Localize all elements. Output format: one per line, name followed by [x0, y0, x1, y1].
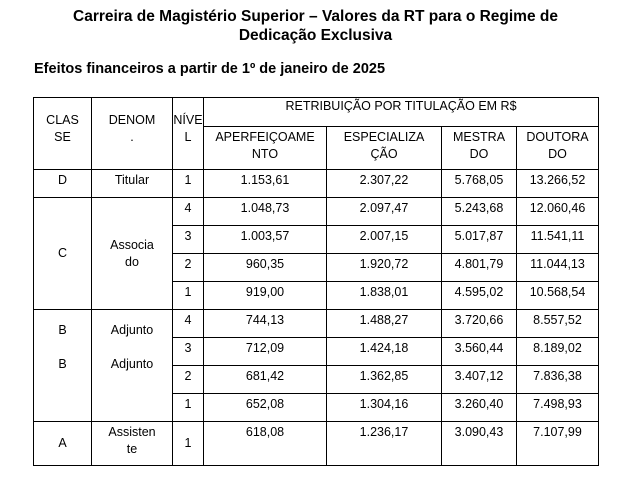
mestrado-cell: 4.595,02 — [442, 282, 517, 310]
mestrado-cell: 5.243,68 — [442, 198, 517, 226]
doutorado-cell: 12.060,46 — [517, 198, 599, 226]
classe-b-line-2: B — [58, 357, 67, 371]
header-nivel — [173, 98, 204, 170]
aperf-cell: 712,09 — [204, 338, 327, 366]
title-line-1: Carreira de Magistério Superior – Valores da RT para o Regime de — [73, 8, 558, 25]
mestrado-cell: 5.017,87 — [442, 226, 517, 254]
doutorado-cell: 11.541,11 — [517, 226, 599, 254]
header-aperf-line-2: NTO — [251, 147, 279, 161]
denom-c-cell — [92, 198, 173, 310]
header-aperfeicoamento — [204, 127, 327, 170]
aperf-cell: 960,35 — [204, 254, 327, 282]
aperf-cell: 1.048,73 — [204, 198, 327, 226]
classe-c-cell: C — [34, 198, 92, 310]
espec-cell: 2.307,22 — [327, 170, 442, 198]
header-doutorado-line-1: DOUTORA — [526, 130, 589, 144]
header-mestrado-line-2: DO — [469, 147, 489, 161]
header-espec-line-1: ESPECIALIZA — [343, 130, 425, 144]
doutorado-cell: 7.107,99 — [517, 422, 599, 466]
header-denominacao — [92, 98, 173, 170]
nivel-cell: 2 — [173, 366, 204, 394]
header-aperf-line-1: APERFEIÇOAME — [215, 130, 315, 144]
mestrado-cell: 3.260,40 — [442, 394, 517, 422]
denom-b-line-2: Adjunto — [110, 357, 154, 371]
header-mestrado — [442, 127, 517, 170]
classe-d-cell: D — [34, 170, 92, 198]
espec-cell: 1.920,72 — [327, 254, 442, 282]
espec-cell: 1.838,01 — [327, 282, 442, 310]
doutorado-cell: 7.836,38 — [517, 366, 599, 394]
espec-cell: 1.424,18 — [327, 338, 442, 366]
table-row — [34, 310, 599, 338]
doutorado-cell: 11.044,13 — [517, 254, 599, 282]
mestrado-cell: 3.560,44 — [442, 338, 517, 366]
denom-c-line-2: do — [125, 254, 139, 269]
mestrado-cell: 5.768,05 — [442, 170, 517, 198]
nivel-cell: 3 — [173, 338, 204, 366]
aperf-cell: 681,42 — [204, 366, 327, 394]
aperf-cell: 919,00 — [204, 282, 327, 310]
doutorado-cell: 8.557,52 — [517, 310, 599, 338]
denom-c-line-1: Associa — [110, 237, 154, 252]
espec-cell: 2.007,15 — [327, 226, 442, 254]
nivel-cell: 1 — [173, 170, 204, 198]
espec-cell: 1.304,16 — [327, 394, 442, 422]
nivel-cell: 1 — [173, 394, 204, 422]
nivel-cell: 1 — [173, 422, 204, 466]
header-nivel-line-1: NÍVE — [173, 113, 203, 127]
denom-a-line-2: te — [126, 442, 138, 456]
header-espec-line-2: ÇÃO — [370, 147, 398, 161]
header-row-1 — [34, 98, 599, 127]
header-nivel-line-2: L — [184, 130, 192, 144]
salary-table — [33, 97, 599, 466]
title-line-2: Dedicação Exclusiva — [238, 27, 393, 44]
header-doutorado — [517, 127, 599, 170]
espec-cell: 1.236,17 — [327, 422, 442, 466]
denom-b-cell — [92, 310, 173, 422]
denom-a-cell — [92, 422, 173, 466]
header-classe — [34, 98, 92, 170]
header-doutorado-line-2: DO — [548, 147, 567, 161]
nivel-cell: 4 — [173, 198, 204, 226]
header-denom-line-2: . — [130, 130, 134, 144]
aperf-cell: 1.003,57 — [204, 226, 327, 254]
document-title — [0, 7, 631, 45]
denom-a-line-1: Assisten — [108, 425, 156, 439]
table-row — [34, 422, 599, 466]
aperf-cell: 652,08 — [204, 394, 327, 422]
header-denom-line-1: DENOM — [108, 113, 156, 127]
classe-b-cell — [34, 310, 92, 422]
doutorado-cell: 10.568,54 — [517, 282, 599, 310]
table-row — [34, 170, 599, 198]
aperf-cell: 1.153,61 — [204, 170, 327, 198]
doutorado-cell: 7.498,93 — [517, 394, 599, 422]
doutorado-cell: 13.266,52 — [517, 170, 599, 198]
table-row — [34, 198, 599, 226]
nivel-cell: 2 — [173, 254, 204, 282]
mestrado-cell: 3.407,12 — [442, 366, 517, 394]
mestrado-cell: 4.801,79 — [442, 254, 517, 282]
classe-b-line-1: B — [58, 323, 67, 337]
document-subtitle: Efeitos financeiros a partir de 1º de janeiro de 2025 — [34, 61, 386, 77]
aperf-cell: 744,13 — [204, 310, 327, 338]
nivel-cell: 1 — [173, 282, 204, 310]
header-retribuicao: RETRIBUIÇÃO POR TITULAÇÃO EM R$ — [204, 98, 599, 127]
header-classe-line-1: CLAS — [46, 113, 79, 127]
doutorado-cell: 8.189,02 — [517, 338, 599, 366]
espec-cell: 1.488,27 — [327, 310, 442, 338]
aperf-cell: 618,08 — [204, 422, 327, 466]
denom-d-cell: Titular — [92, 170, 173, 198]
header-mestrado-line-1: MESTRA — [452, 130, 506, 144]
mestrado-cell: 3.090,43 — [442, 422, 517, 466]
mestrado-cell: 3.720,66 — [442, 310, 517, 338]
nivel-cell: 4 — [173, 310, 204, 338]
denom-b-line-1: Adjunto — [110, 323, 154, 337]
header-classe-line-2: SE — [54, 130, 71, 144]
header-especializacao — [327, 127, 442, 170]
espec-cell: 2.097,47 — [327, 198, 442, 226]
nivel-cell: 3 — [173, 226, 204, 254]
classe-a-cell: A — [34, 422, 92, 466]
espec-cell: 1.362,85 — [327, 366, 442, 394]
